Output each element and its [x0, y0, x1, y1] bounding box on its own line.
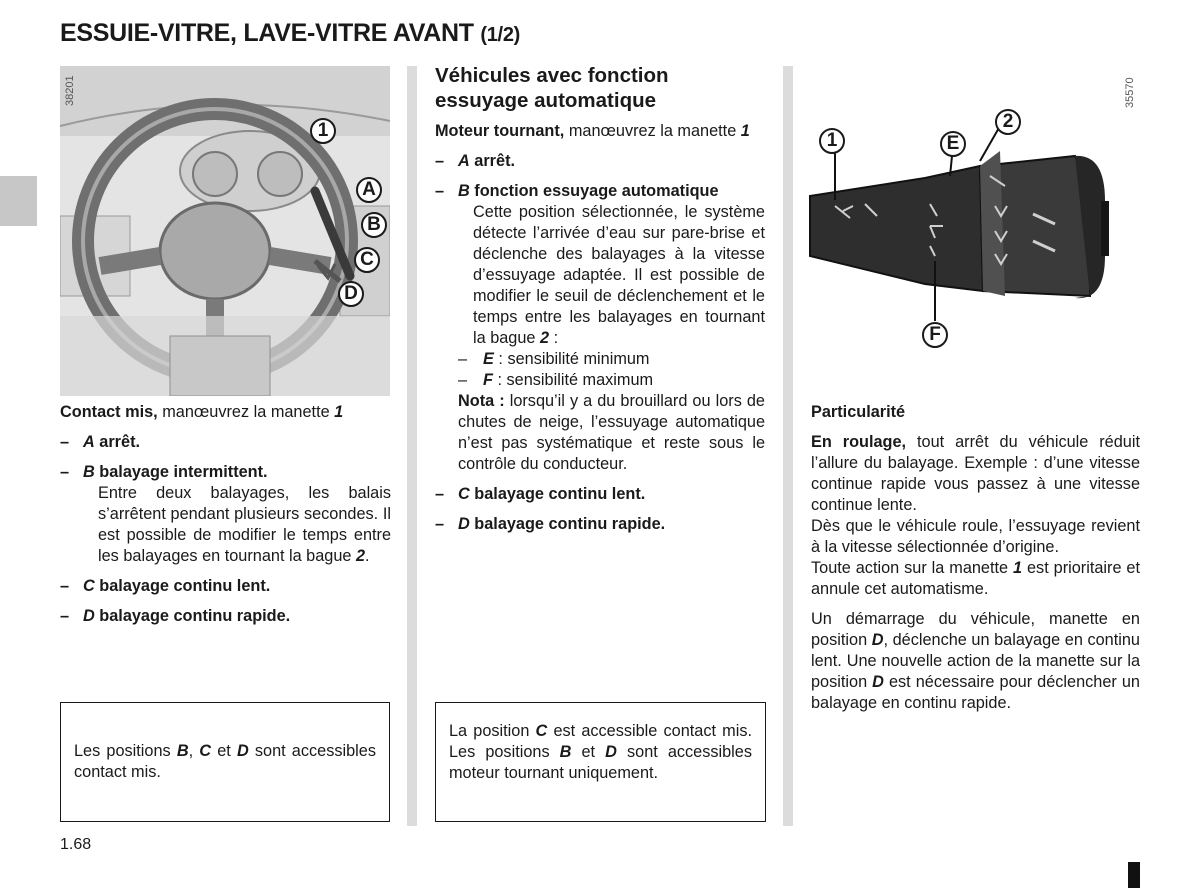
list-item-d: – D balayage continu rapide. — [435, 515, 666, 533]
callout-b: B — [361, 212, 387, 238]
callout-f: F — [922, 322, 948, 348]
paragraph: Dès que le véhicule roule, l’essuyage revient à la vitesse sélectionnée d’origine. — [811, 517, 1140, 556]
paragraph: Un démarrage du véhicule, manette en position D, déclenche un balayage en continu lent. Une nouvelle action de la manette sur la position D est nécessaire pour déclencher un balayage en continu rapide. — [811, 610, 1140, 712]
page-title: ESSUIE-VITRE, LAVE-VITRE AVANT (1/2) — [60, 19, 520, 47]
page-number: 1.68 — [60, 836, 92, 853]
figure-number: 35570 — [1124, 77, 1136, 108]
column-2-text — [435, 63, 765, 535]
paragraph: Toute action sur la manette 1 est prioritaire et annule cet automatisme. — [811, 559, 1141, 598]
list-item-c: – C balayage continu lent. — [435, 485, 646, 503]
callout-e: E — [940, 131, 966, 157]
callout-d: D — [338, 281, 364, 307]
wiper-stalk-illustration — [805, 66, 1145, 386]
sub-item-e: – E : sensibilité minimum — [458, 350, 650, 368]
column-3-text — [811, 402, 1140, 714]
note-box: Les positions B, C et D sont accessibles contact mis. — [60, 702, 390, 822]
callout-1: 1 — [310, 118, 336, 144]
figure-number: 38201 — [64, 75, 76, 106]
dashboard-illustration — [60, 66, 390, 396]
intro-line: Moteur tournant, manœuvrez la manette 1 — [435, 122, 750, 140]
column-separator — [407, 66, 417, 826]
list-item-b: – B balayage intermittent. — [60, 463, 268, 481]
paragraph: En roulage, tout arrêt du véhicule réduit l’allure du balayage. Exemple : d’une vitesse continue rapide vous passez à une vitesse continue lente. — [811, 433, 1140, 514]
section-tab — [0, 176, 37, 226]
note-box: La position C est accessible contact mis. Les positions B et D sont accessibles moteur tournant uniquement. — [435, 702, 766, 822]
column-1-text — [60, 402, 391, 627]
list-item-a: – A arrêt. — [435, 152, 516, 170]
intro-line: Contact mis, manœuvrez la manette 1 — [60, 403, 344, 421]
list-item-d: – D balayage continu rapide. — [60, 607, 291, 625]
callout-2: 2 — [995, 109, 1021, 135]
list-item-b-description: Entre deux balayages, les balais s’arrêtent pendant plusieurs secondes. Il est possible de modifier le temps entre les balayages en tournant la bague 2. — [98, 484, 391, 565]
list-item-b: – B fonction essuyage automatique — [435, 182, 719, 200]
wiper-stalk-drawing — [805, 66, 1145, 386]
list-item-a: – A arrêt. — [60, 433, 141, 451]
section-heading: Particularité — [811, 403, 906, 421]
list-item-b-description: Cette position sélectionnée, le système détecte l’arrivée d’eau sur pare-brise et déclenche des balayages à la vitesse d’essuyage adaptée. Il est possible de modifier le seuil de déclenchement et le temps entre les balayages en tournant la bague 2 : — [473, 203, 765, 347]
page-title-suffix: (1/2) — [480, 24, 520, 46]
end-marker — [1128, 862, 1140, 888]
column-separator — [783, 66, 793, 826]
callout-c: C — [354, 247, 380, 273]
callout-1: 1 — [819, 128, 845, 154]
callout-a: A — [356, 177, 382, 203]
steering-wheel-drawing — [60, 66, 390, 396]
list-item-c: – C balayage continu lent. — [60, 577, 271, 595]
section-heading: Véhicules avec fonction essuyage automatique — [435, 64, 669, 112]
nota: Nota : lorsqu’il y a du brouillard ou lors de chutes de neige, l’essuyage automatique n’est pas systématique et reste sous le contrôle du conducteur. — [458, 392, 765, 473]
sub-item-f: – F : sensibilité maximum — [458, 371, 654, 389]
